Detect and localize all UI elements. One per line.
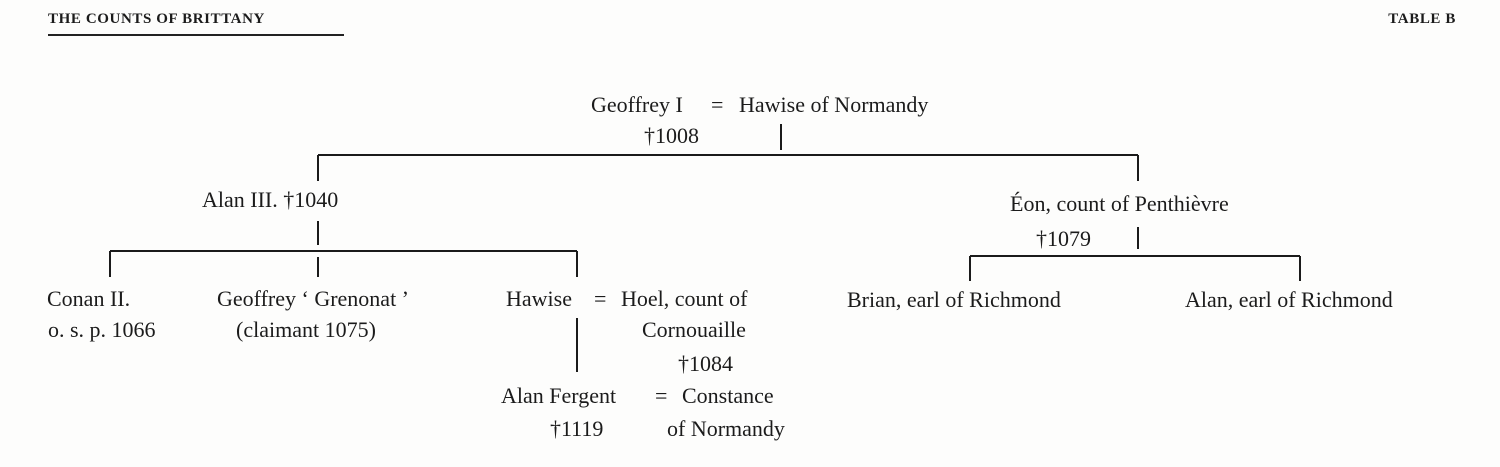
hawise-name: Hawise [506, 286, 572, 311]
geoffrey-i-death: †1008 [644, 123, 699, 148]
constance-origin: of Normandy [667, 416, 785, 441]
alan-fergent-death: †1119 [550, 416, 604, 441]
conan-ii-note: o. s. p. 1066 [48, 317, 156, 342]
alan-fergent-name: Alan Fergent [501, 383, 617, 408]
eon-death: †1079 [1036, 226, 1091, 251]
conan-ii-name: Conan II. [47, 286, 131, 311]
geoffrey-i-name: Geoffrey I [591, 92, 683, 117]
hawise-of-normandy-name: Hawise of Normandy [739, 92, 929, 117]
constance-name: Constance [682, 383, 774, 408]
marriage-sign: = [711, 92, 724, 117]
geoffrey-grenonat-name: Geoffrey ‘ Grenonat ’ [217, 286, 410, 311]
alan-iii-name: Alan III. †1040 [202, 187, 339, 212]
hoel-title: Cornouaille [642, 317, 746, 342]
eon-name: Éon, count of Penthièvre [1010, 191, 1229, 216]
geoffrey-grenonat-note: (claimant 1075) [236, 317, 376, 342]
marriage-sign: = [655, 383, 668, 408]
hoel-death: †1084 [678, 351, 733, 376]
alan-richmond-name: Alan, earl of Richmond [1185, 287, 1393, 312]
page-title: THE COUNTS OF BRITTANY [48, 11, 265, 27]
brian-name: Brian, earl of Richmond [847, 287, 1061, 312]
marriage-sign: = [594, 286, 607, 311]
hoel-name: Hoel, count of [621, 286, 748, 311]
table-label: TABLE B [1388, 11, 1456, 27]
